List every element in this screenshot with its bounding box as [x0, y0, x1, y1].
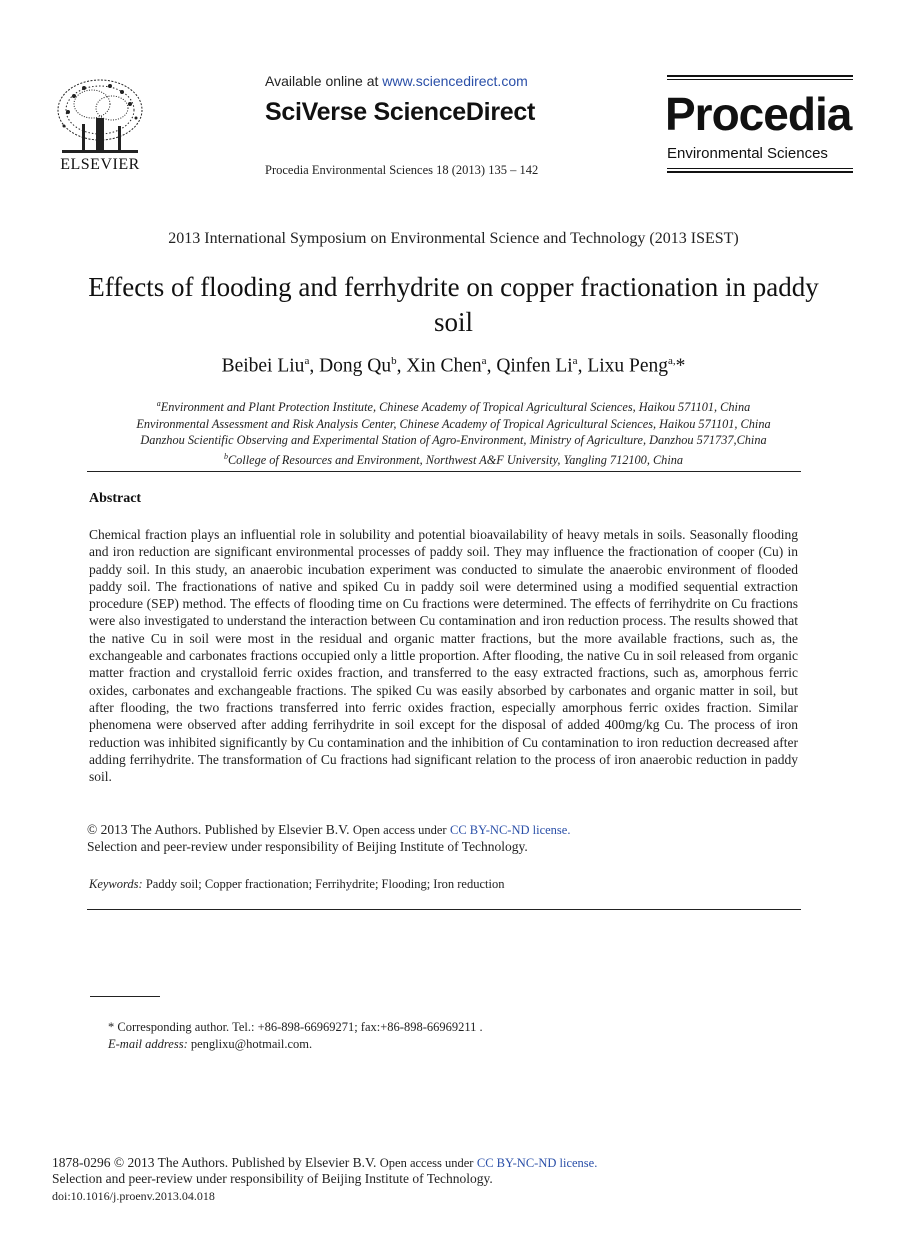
keywords-line: [89, 877, 504, 892]
issn-copyright: 1878-0296 © 2013 The Authors. Published by Elsevier B.V.: [52, 1155, 377, 1170]
peer-review-statement: Selection and peer-review under responsibility of Beijing Institute of Technology.: [87, 839, 528, 854]
author-name: Beibei Liu: [221, 355, 305, 377]
available-online-line: [265, 73, 528, 89]
keywords-label: Keywords:: [89, 877, 143, 891]
affiliation-a-line1: [60, 396, 847, 416]
author-affil-mark: b: [391, 355, 397, 367]
author-name: Lixu Peng: [587, 355, 669, 377]
affiliation-a-line2: Environmental Assessment and Risk Analysis Center, Chinese Academy of Tropical Agricultural Sciences, Haikou 571101, China: [136, 416, 771, 431]
email-address[interactable]: penglixu@hotmail.com.: [190, 1037, 313, 1051]
sciverse-sciencedirect-logo: SciVerse ScienceDirect: [265, 98, 535, 126]
footnote-rule: [90, 996, 160, 997]
corresponding-author-note: * Corresponding author. Tel.: +86-898-66969271; fax:+86-898-66969211 .: [108, 1020, 483, 1034]
conference-name: 2013 International Symposium on Environmental Science and Technology (2013 ISEST): [168, 230, 739, 247]
author-separator: ,: [309, 355, 320, 377]
elsevier-wordmark: ELSEVIER: [60, 156, 140, 173]
abstract-body: Chemical fraction plays an influential role in solubility and potential bioavailability of heavy metals in soils. Seasonally flooding and iron reduction are significant environmental processes of paddy soil. They may influence the fractionation of cooper (Cu) in paddy soil. In this study, an anaerobic incubation experiment was conducted to simulate the anaerobic environment of flooded paddy soil. The fractionations of native and spiked Cu in paddy soil were determined using a modified sequential extraction procedure (SEP) method. The effects of flooding time on Cu fractions were determined. The effects of ferrihydrite on Cu fractions were also investigated to understand the interaction between Cu contamination and iron reduction process. The results showed that the native Cu in soil were most in the residual and organic matter fractions, but the more available fractions, such as, the exchangeable and carbonates fractions occupied only a little proportion. After flooding, the native Cu in soil released from organic matter fraction and crystalloid ferric oxides fraction, and transferred to the easy extracted fractions, such as, amorphous ferric oxides, carbonates and exchangeable fractions. The spiked Cu was easily absorbed by carbonates and organic matter in soil, but after flooding, the two fractions transferred into ferric oxides fraction, especially amorphous ferric oxides fraction. Similar phenomena were observed after adding ferrihydrite in soil except for the disposal of added 400mg/kg Cu. The process of iron reduction was inhibited significantly by Cu contamination and the inhibition of Cu contamination to iron reduction decreased after adding ferrihydrite. The transformation of Cu fractions had significant relation to the process of iron anaerobic reduction in paddy soil.: [89, 527, 798, 785]
procedia-top-rule: [667, 75, 853, 77]
affiliation-a-line3: Danzhou Scientific Observing and Experimental Station of Agro-Environment, Ministry of Agriculture, Danzhou 571737,China: [140, 433, 767, 448]
author-name: Xin Chen: [406, 355, 482, 377]
copyright-text: © 2013 The Authors. Published by Elsevier B.V.: [87, 822, 350, 837]
footer-open-access: Open access under: [379, 1156, 474, 1170]
sciencedirect-link[interactable]: www.sciencedirect.com: [382, 73, 528, 89]
procedia-bottom-rule-thin: [667, 168, 853, 169]
procedia-subtitle: Environmental Sciences: [667, 145, 828, 162]
footer-copyright: [52, 1155, 597, 1171]
author-affil-mark: a: [304, 355, 310, 367]
author-name: Dong Qu: [319, 355, 392, 377]
footer-peer-review: Selection and peer-review under responsibility of Beijing Institute of Technology.: [52, 1171, 493, 1186]
abstract-bottom-rule: [87, 909, 801, 910]
open-access-text: Open access under: [352, 823, 447, 837]
affil-mark-b: b: [223, 451, 228, 461]
procedia-top-rule-thin: [667, 79, 853, 80]
author-affil-mark: a: [481, 355, 487, 367]
corresponding-star: *: [675, 355, 686, 377]
abstract-top-rule: [87, 471, 801, 472]
author-separator: ,: [577, 355, 588, 377]
paper-title: Effects of flooding and ferrhydrite on copper fractionation in paddy soil: [88, 272, 819, 337]
license-link[interactable]: CC BY-NC-ND license.: [449, 823, 571, 837]
copyright-line: [87, 822, 570, 838]
available-prefix: Available online at: [265, 73, 379, 89]
affil-text: College of Resources and Environment, Northwest A&F University, Yangling 712100, China: [227, 452, 684, 467]
email-label: E-mail address:: [108, 1037, 188, 1051]
author-list: [0, 355, 907, 378]
author-separator: ,: [396, 355, 407, 377]
author-affil-mark: a,: [668, 355, 676, 367]
affil-text: Environment and Plant Protection Institute, Chinese Academy of Tropical Agricultural Sciences, Haikou 571101, China: [160, 400, 751, 415]
keywords-list: Paddy soil; Copper fractionation; Ferrihydrite; Flooding; Iron reduction: [145, 877, 505, 891]
doi[interactable]: doi:10.1016/j.proenv.2013.04.018: [52, 1189, 215, 1203]
affiliation-b: [60, 449, 847, 469]
affiliations: [60, 396, 847, 468]
author-separator: ,: [486, 355, 497, 377]
footer-license-link[interactable]: CC BY-NC-ND license.: [476, 1156, 598, 1170]
procedia-logo: Procedia: [665, 88, 852, 140]
author-affil-mark: a: [572, 355, 578, 367]
author-name: Qinfen Li: [496, 355, 573, 377]
email-note: [108, 1037, 312, 1052]
procedia-bottom-rule: [667, 171, 853, 173]
abstract-heading: Abstract: [89, 491, 142, 506]
journal-reference: Procedia Environmental Sciences 18 (2013) 135 – 142: [265, 163, 539, 177]
affil-mark-a: a: [156, 399, 161, 408]
